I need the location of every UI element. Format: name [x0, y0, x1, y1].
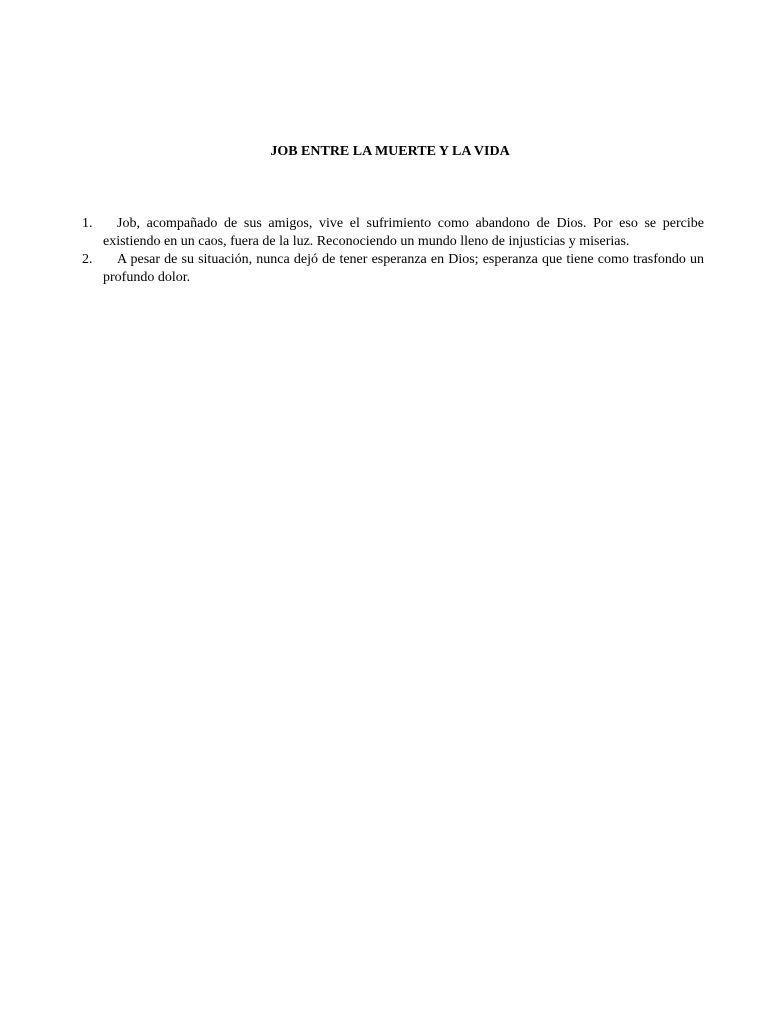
- document-title: JOB ENTRE LA MUERTE Y LA VIDA: [270, 144, 510, 159]
- list-item-text: Job, acompañado de sus amigos, vive el sufrimiento como abandono de Dios. Por eso se percibe existiendo en un caos, fuera de la luz. Reconociendo un mundo lleno de injusticias y miserias.: [103, 216, 704, 249]
- list-item-text: A pesar de su situación, nunca dejó de tener esperanza en Dios; esperanza que tiene como trasfondo un profundo dolor.: [103, 252, 704, 285]
- list-item: [82, 215, 704, 251]
- list-item-number: 2.: [82, 252, 93, 267]
- list-item-number: 1.: [82, 216, 93, 231]
- list-item: [82, 251, 704, 287]
- numbered-list: [82, 215, 704, 287]
